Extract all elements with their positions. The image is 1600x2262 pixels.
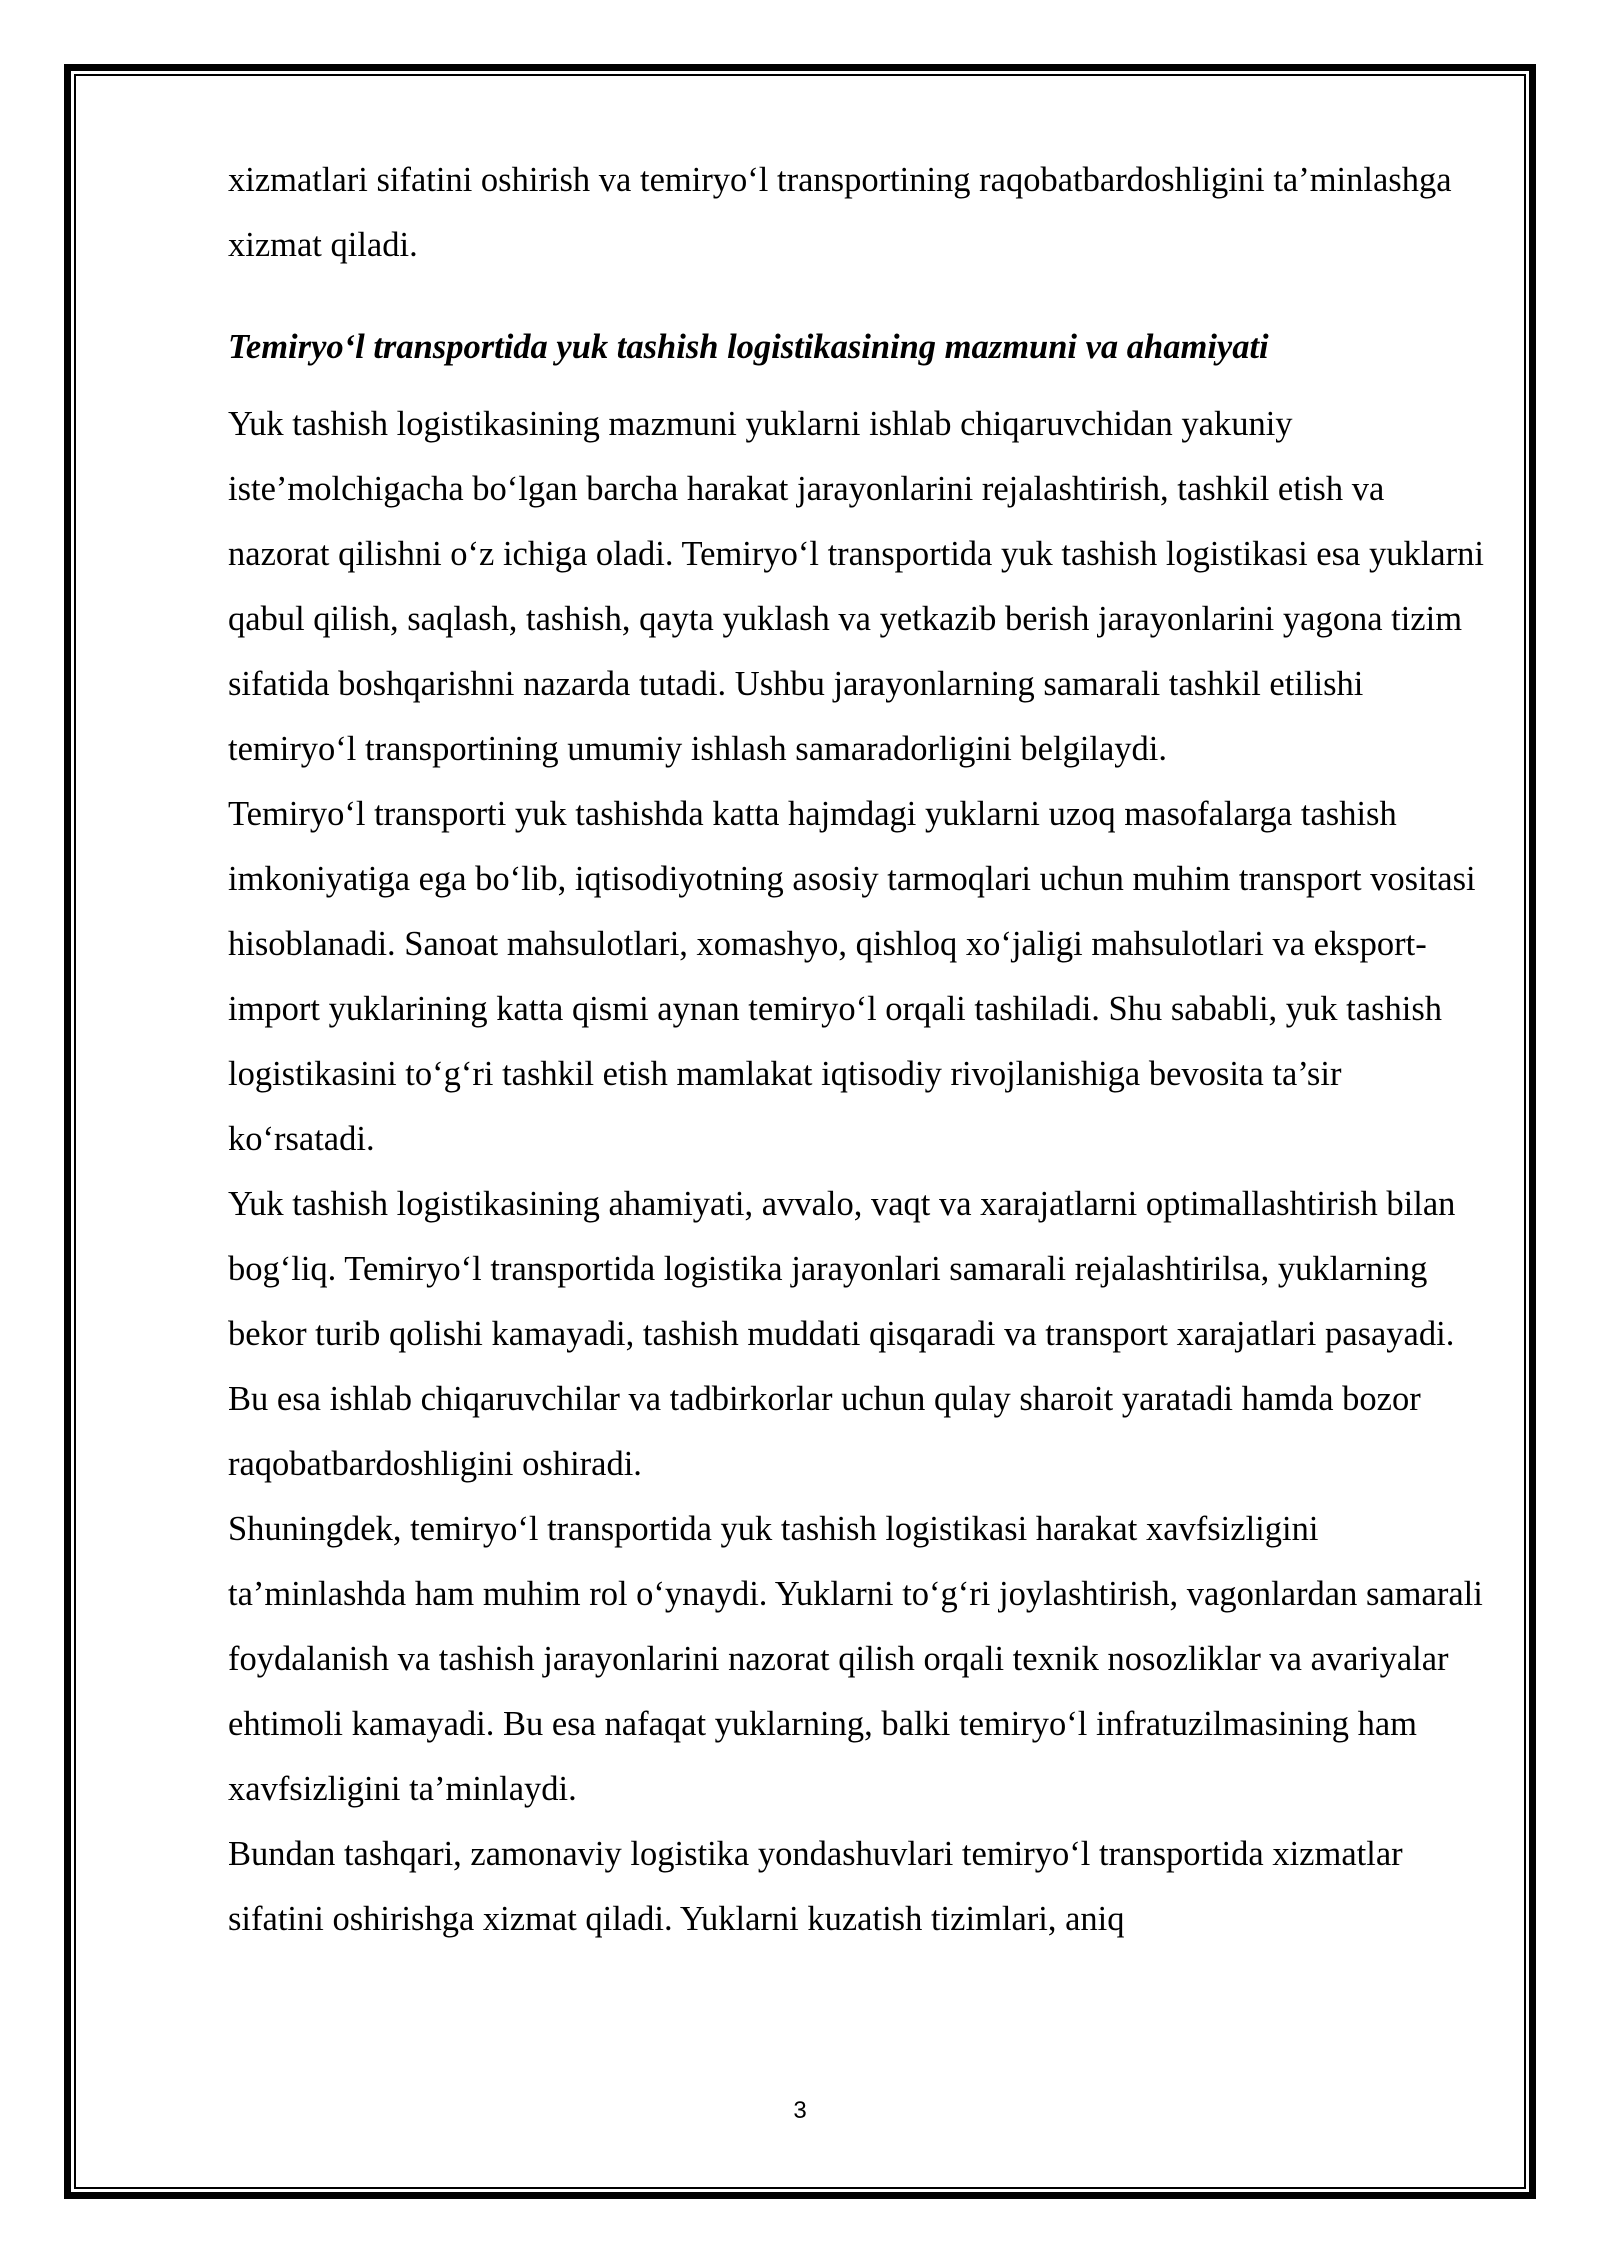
intro-paragraph: xizmatlari sifatini oshirish va temiryo‘l transportining raqobatbardoshligini ta’minlashga xizmat qiladi. <box>228 161 1452 264</box>
body-paragraph-1: Yuk tashish logistikasining mazmuni yuklarni ishlab chiqaruvchidan yakuniy iste’molchigacha bo‘lgan barcha harakat jarayonlarini rejalashtirish, tashkil etish va nazorat qilishni o‘z ichiga oladi. Temiryo‘l transportida yuk tashish logistikasi esa yuklarni qabul qilish, saqlash, tashish, qayta yuklash va yetkazib berish jarayonlarini yagona tizim sifatida boshqarishni nazarda tutadi. Ushbu jarayonlarning samarali tashkil etilishi temiryo‘l transportining umumiy ishlash samaradorligini belgilaydi. <box>228 405 1484 768</box>
body-paragraph-2: Temiryo‘l transporti yuk tashishda katta hajmdagi yuklarni uzoq masofalarga tashish imkoniyatiga ega bo‘lib, iqtisodiyotning asosiy tarmoqlari uchun muhim transport vositasi hisoblanadi. Sanoat mahsulotlari, xomashyo, qishloq xo‘jaligi mahsulotlari va eksport-import yuklarining katta qismi aynan temiryo‘l orqali tashiladi. Shu sababli, yuk tashish logistikasini to‘g‘ri tashkil etish mamlakat iqtisodiy rivojlanishiga bevosita ta’sir ko‘rsatadi. <box>228 795 1476 1158</box>
body-paragraph-3: Yuk tashish logistikasining ahamiyati, avvalo, vaqt va xarajatlarni optimallashtirish bilan bog‘liq. Temiryo‘l transportida logistika jarayonlari samarali rejalashtirilsa, yuklarning bekor turib qolishi kamayadi, tashish muddati qisqaradi va transport xarajatlari pasayadi. Bu esa ishlab chiqaruvchilar va tadbirkorlar uchun qulay sharoit yaratadi hamda bozor raqobatbardoshligini oshiradi. <box>228 1185 1456 1483</box>
section-heading: Temiryo‘l transportida yuk tashish logistikasining mazmuni va ahamiyati <box>228 328 1269 366</box>
page-number: 3 <box>793 2097 807 2124</box>
body-paragraph-4: Shuningdek, temiryo‘l transportida yuk tashish logistikasi harakat xavfsizligini ta’minlashda ham muhim rol o‘ynaydi. Yuklarni to‘g‘ri joylashtirish, vagonlardan samarali foydalanish va tashish jarayonlarini nazorat qilish orqali texnik nosozliklar va avariyalar ehtimoli kamayadi. Bu esa nafaqat yuklarning, balki temiryo‘l infratuzilmasining ham xavfsizligini ta’minlaydi. <box>228 1510 1483 1808</box>
body-paragraph-5: Bundan tashqari, zamonaviy logistika yondashuvlari temiryo‘l transportida xizmatlar sifatini oshirishga xizmat qiladi. Yuklarni kuzatish tizimlari, aniq <box>228 1835 1403 1938</box>
document-body <box>228 148 1490 1952</box>
